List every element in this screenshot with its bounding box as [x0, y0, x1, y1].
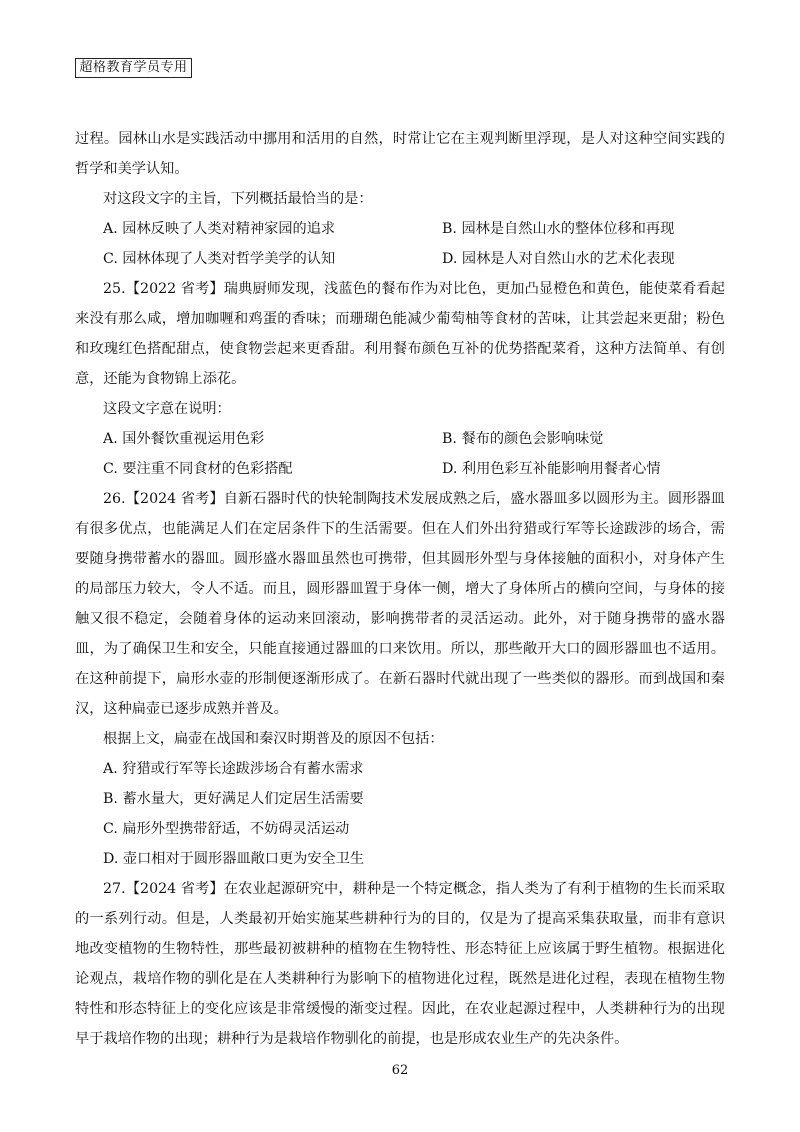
q25-option-d[interactable]: D. 利用色彩互补能影响用餐者心情	[442, 461, 661, 477]
q24-option-b[interactable]: B. 园林是自然山水的整体位移和再现	[442, 221, 675, 237]
q24-option-a[interactable]: A. 园林反映了人类对精神家园的追求	[103, 221, 336, 237]
q25-option-a[interactable]: A. 国外餐饮重视运用色彩	[103, 431, 265, 447]
q26-passage	[75, 484, 725, 724]
q25-source-tag: 【2022 省考】	[125, 281, 224, 297]
q24-options-row-2	[75, 244, 725, 274]
q25-passage	[75, 274, 725, 394]
q27-number: 27.	[103, 881, 126, 897]
q24-option-d[interactable]: D. 园林是人对自然山水的艺术化表现	[442, 251, 675, 267]
page-content	[75, 124, 725, 1054]
q27-body: 在农业起源研究中，耕种是一个特定概念，指人类为了有利于植物的生长而采取的一系列行动。但是，人类最初开始实施某些耕种行为的目的，仅是为了提高采集获取量，而非有意识地改变植物的生物特性，那些最初被耕种的植物在生物特性、形态特征上应该属于野生植物。根据进化论观点，栽培作物的驯化是在人类耕种行为影响下的植物进化过程，既然是进化过程，表现在植物生物特性和形态特征上的变化应该是非常缓慢的渐变过程。因此，在农业起源过程中，人类耕种行为的出现早于栽培作物的出现；耕种行为是栽培作物驯化的前提，也是形成农业生产的先决条件。	[75, 881, 725, 1047]
q27-source-tag: 【2024 省考】	[125, 881, 224, 897]
q25-number: 25.	[103, 281, 126, 297]
q24-stem: 对这段文字的主旨，下列概括最恰当的是：	[103, 191, 373, 207]
q26-source-tag: 【2024 省考】	[125, 491, 224, 507]
q25-body: 瑞典厨师发现，浅蓝色的餐布作为对比色，更加凸显橙色和黄色，能使菜肴看起来没有那么咸，增加咖喱和鸡蛋的香味；而珊瑚色能减少葡萄柚等食材的苦味，让其尝起来更甜；粉色和玫瑰红色搭配甜点，使食物尝起来更香甜。利用餐布颜色互补的优势搭配菜肴，这种方法简单、有创意，还能为食物锦上添花。	[75, 281, 725, 387]
page-number: 62	[391, 1063, 409, 1078]
q24-option-c[interactable]: C. 园林体现了人类对哲学美学的认知	[103, 251, 336, 267]
q26-option-b[interactable]: B. 蓄水量大，更好满足人们定居生活需要	[103, 791, 364, 807]
q26-option-a[interactable]: A. 狩猎或行军等长途跋涉场合有蓄水需求	[103, 761, 364, 777]
q25-option-b[interactable]: B. 餐布的颜色会影响味觉	[442, 431, 604, 447]
q24-options-row-1	[75, 214, 725, 244]
q25-options-row-2	[75, 454, 725, 484]
q26-stem: 根据上文，扁壶在战国和秦汉时期普及的原因不包括：	[103, 731, 444, 747]
q26-body: 自新石器时代的快轮制陶技术发展成熟之后，盛水器皿多以圆形为主。圆形器皿有很多优点，也能满足人们在定居条件下的生活需要。但在人们外出狩猎或行军等长途跋涉的场合，需要随身携带蓄水的器皿。圆形盛水器皿虽然也可携带，但其圆形外型与身体接触的面积小，对身体产生的局部压力较大，令人不适。而且，圆形器皿置于身体一侧，增大了身体所占的横向空间，与身体的接触又很不稳定，会随着身体的运动来回滚动，影响携带者的灵活运动。此外，对于随身携带的盛水器皿，为了确保卫生和安全，只能直接通过器皿的口来饮用。所以，那些敞开大口的圆形器皿也不适用。在这种前提下，扁形水壶的形制便逐渐形成了。在新石器时代就出现了一些类似的器形。而到战国和秦汉，这种扁壶已逐步成熟并普及。	[75, 491, 725, 717]
q26-option-c[interactable]: C. 扁形外型携带舒适，不妨碍灵活运动	[103, 821, 350, 837]
q24-passage-continuation: 过程。园林山水是实践活动中挪用和活用的自然，时常让它在主观判断里浮现，是人对这种空间实践的哲学和美学认知。	[75, 131, 725, 177]
q25-option-c[interactable]: C. 要注重不同食材的色彩搭配	[103, 461, 293, 477]
q25-options-row-1	[75, 424, 725, 454]
q26-option-d[interactable]: D. 壶口相对于圆形器皿敞口更为安全卫生	[103, 851, 365, 867]
q25-stem: 这段文字意在说明：	[103, 401, 231, 417]
header-label: 超格教育学员专用	[75, 58, 192, 78]
q26-number: 26.	[103, 491, 126, 507]
q27-passage	[75, 874, 725, 1054]
